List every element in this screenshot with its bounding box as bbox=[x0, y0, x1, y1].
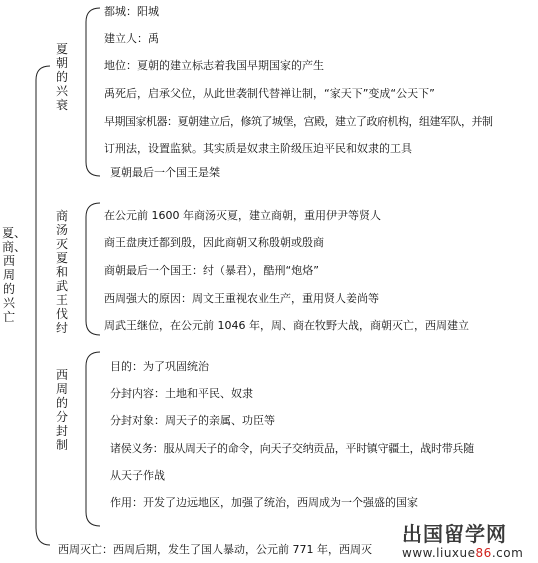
section-title-xia: 夏朝的兴衰 bbox=[55, 42, 68, 112]
zhou-item: 作用：开发了边远地区，加强了统治，西周成为一个强盛的国家 bbox=[110, 496, 418, 509]
section-title-zhou: 西周的分封制 bbox=[55, 368, 68, 452]
shang-item: 商朝最后一个国王：纣（暴君），酷刑“炮烙” bbox=[104, 264, 319, 277]
xia-item: 夏朝最后一个国王是桀 bbox=[110, 166, 220, 179]
watermark bbox=[398, 521, 536, 561]
section-xia-brace bbox=[86, 8, 100, 176]
shang-item: 周武王继位，在公元前 1046 年，周、商在牧野大战，商朝灭亡，西周建立 bbox=[104, 319, 469, 332]
xia-item: 地位：夏朝的建立标志着我国早期国家的产生 bbox=[104, 59, 324, 72]
xia-item: 建立人：禹 bbox=[104, 32, 159, 45]
footer-line: 西周灭亡：西周后期，发生了国人暴动，公元前 771 年，西周灭 bbox=[58, 543, 372, 556]
main-brace bbox=[36, 66, 50, 545]
shang-item: 商王盘庚迁都到殷，因此商朝又称殷朝或殷商 bbox=[104, 236, 324, 249]
xia-item: 早期国家机器：夏朝建立后，修筑了城堡，宫殿，建立了政府机构，组建军队，并制 bbox=[104, 115, 493, 128]
zhou-item: 分封内容：土地和平民、奴隶 bbox=[110, 387, 253, 400]
xia-item: 都城：阳城 bbox=[104, 5, 159, 18]
section-title-shang: 商汤灭夏和武王伐纣 bbox=[55, 209, 68, 335]
section-zhou-brace bbox=[86, 352, 100, 526]
zhou-item: 诸侯义务：服从周天子的命令，向天子交纳贡品，平时镇守疆土，战时带兵随 bbox=[110, 442, 474, 455]
shang-item: 在公元前 1600 年商汤灭夏，建立商朝，重用伊尹等贤人 bbox=[104, 209, 381, 222]
main-title: 夏、商、西周的兴亡 bbox=[2, 226, 27, 324]
shang-item: 西周强大的原因：周文王重视农业生产，重用贤人姜尚等 bbox=[104, 292, 379, 305]
xia-item: 订刑法，设置监狱。其实质是奴隶主阶级压迫平民和奴隶的工具 bbox=[104, 142, 412, 155]
zhou-item: 分封对象：周天子的亲属、功臣等 bbox=[110, 414, 275, 427]
watermark-url: www.liuxue86.com bbox=[402, 546, 524, 560]
xia-item: 禹死后，启承父位，从此世袭制代替禅让制，“家天下”变成“公天下” bbox=[104, 87, 435, 100]
section-shang-brace bbox=[86, 203, 100, 335]
zhou-item: 目的：为了巩固统治 bbox=[110, 360, 209, 373]
zhou-item: 从天子作战 bbox=[110, 469, 165, 482]
watermark-main: 出国留学网 bbox=[402, 522, 507, 546]
